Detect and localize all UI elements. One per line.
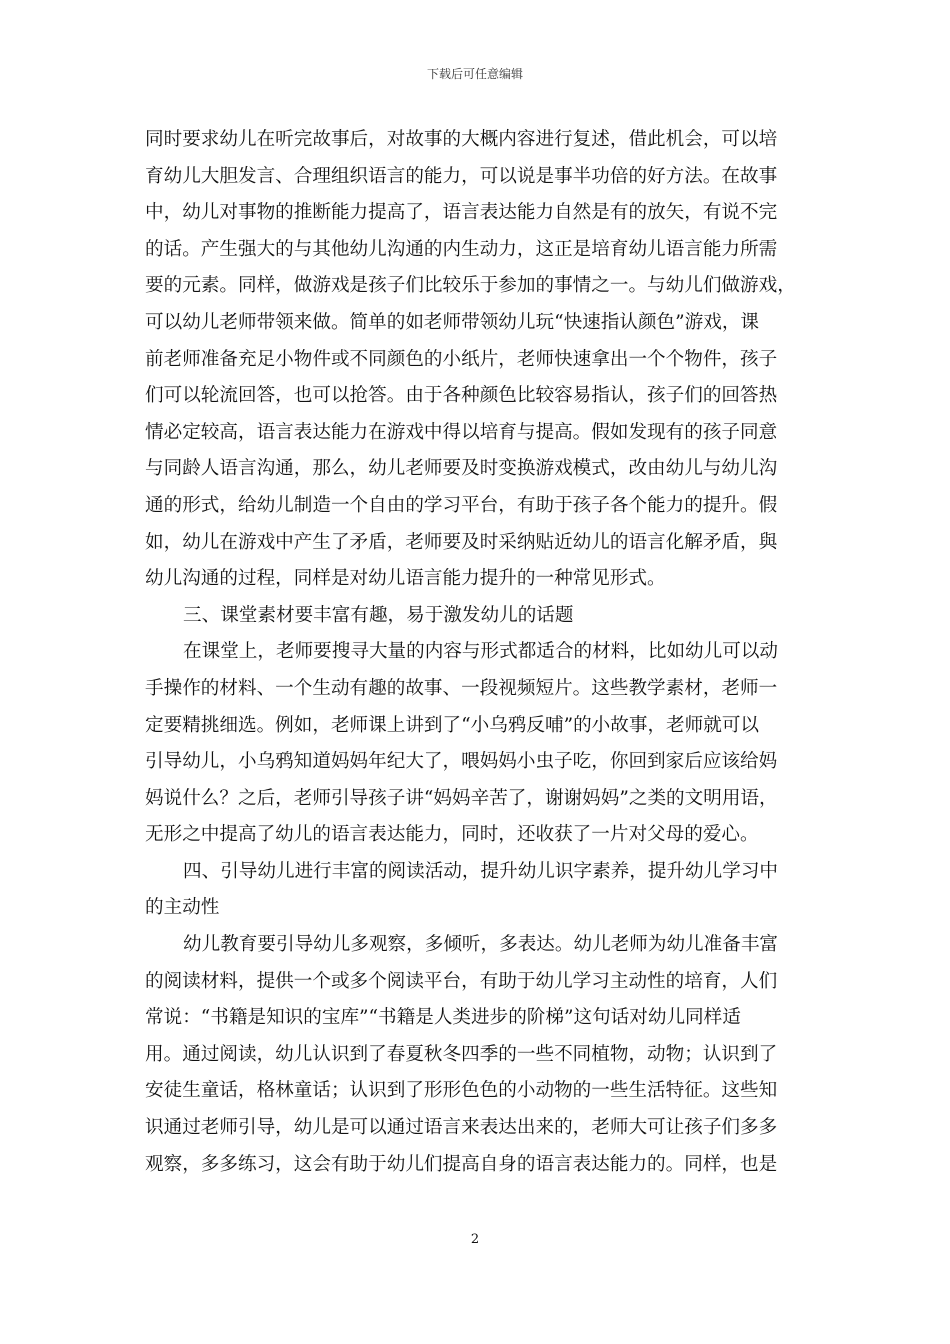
text-line: 育幼儿大胆发言、合理组织语言的能力，可以说是事半功倍的好方法。在故事 <box>145 165 778 187</box>
text-line: 可以幼儿老师带领来做。简单的如老师带领幼儿玩“快速指认颜色”游戏，课 <box>145 311 760 333</box>
text-line: 四、引导幼儿进行丰富的阅读活动，提升幼儿识字素养，提升幼儿学习中 <box>183 860 779 882</box>
text-line: 的阅读材料，提供一个或多个阅读平台，有助于幼儿学习主动性的培育，人们 <box>145 970 778 992</box>
text-line: 要的元素。同样，做游戏是孩子们比较乐于参加的事情之一。与幼儿们做游戏， <box>145 275 796 297</box>
text-line: 中，幼儿对事物的推断能力提高了，语言表达能力自然是有的放矢，有说不完 <box>145 202 778 224</box>
text-line: 用。通过阅读，幼儿认识到了春夏秋冬四季的一些不同植物，动物；认识到了 <box>145 1043 778 1065</box>
text-line: 在课堂上，老师要搜寻大量的内容与形式都适合的材料，比如幼儿可以动 <box>183 641 779 663</box>
text-line: 定要精挑细选。例如，老师课上讲到了“小乌鸦反哺”的小故事，老师就可以 <box>145 714 760 736</box>
text-line: 如，幼儿在游戏中产生了矛盾，老师要及时采纳贴近幼儿的语言化解矛盾，與 <box>145 531 778 553</box>
text-line: 无形之中提高了幼儿的语言表达能力，同时，还收获了一片对父母的爱心。 <box>145 824 759 846</box>
page-number: 2 <box>470 1232 480 1247</box>
text-line: 妈说什么？之后，老师引导孩子讲“妈妈辛苦了，谢谢妈妈”之类的文明用语， <box>145 787 778 809</box>
page-header: 下载后可任意编辑 <box>426 67 523 81</box>
text-line: 识通过老师引导，幼儿是可以通过语言来表达出来的，老师大可让孩子们多多 <box>145 1117 778 1139</box>
text-line: 安徒生童话，格林童话；认识到了形形色色的小动物的一些生活特征。这些知 <box>145 1080 778 1102</box>
text-line: 常说：“书籍是知识的宝库”“书籍是人类进步的阶梯”这句话对幼儿同样适 <box>145 1007 741 1029</box>
text-line: 情必定较高，语言表达能力在游戏中得以培育与提高。假如发现有的孩子同意 <box>145 421 778 443</box>
text-line: 幼儿沟通的过程，同样是对幼儿语言能力提升的一种常见形式。 <box>145 568 666 590</box>
text-line: 幼儿教育要引导幼儿多观察，多倾听，多表达。幼儿老师为幼儿准备丰富 <box>183 934 779 956</box>
text-line: 手操作的材料、一个生动有趣的故事、一段视频短片。这些教学素材，老师一 <box>145 677 778 699</box>
text-line: 引导幼儿，小乌鸦知道妈妈年纪大了，喂妈妈小虫子吃，你回到家后应该给妈 <box>145 751 778 773</box>
text-line: 与同龄人语言沟通，那么，幼儿老师要及时变换游戏模式，改由幼儿与幼儿沟 <box>145 458 778 480</box>
text-line: 三、课堂素材要丰富有趣，易于激发幼儿的话题 <box>183 604 574 626</box>
text-line: 的话。产生强大的与其他幼儿沟通的内生动力，这正是培育幼儿语言能力所需 <box>145 238 778 260</box>
text-line: 观察，多多练习，这会有助于幼儿们提高自身的语言表达能力的。同样，也是 <box>145 1153 778 1175</box>
text-line: 的主动性 <box>145 897 220 919</box>
text-line: 们可以轮流回答，也可以抢答。由于各种颜色比较容易指认，孩子们的回答热 <box>145 385 778 407</box>
text-line: 通的形式，给幼儿制造一个自由的学习平台，有助于孩子各个能力的提升。假 <box>145 494 778 516</box>
text-line: 前老师准备充足小物件或不同颜色的小纸片，老师快速拿出一个个物件，孩子 <box>145 348 778 370</box>
body-text <box>145 122 820 1183</box>
text-line: 同时要求幼儿在听完故事后，对故事的大概内容进行复述，借此机会，可以培 <box>145 129 778 150</box>
